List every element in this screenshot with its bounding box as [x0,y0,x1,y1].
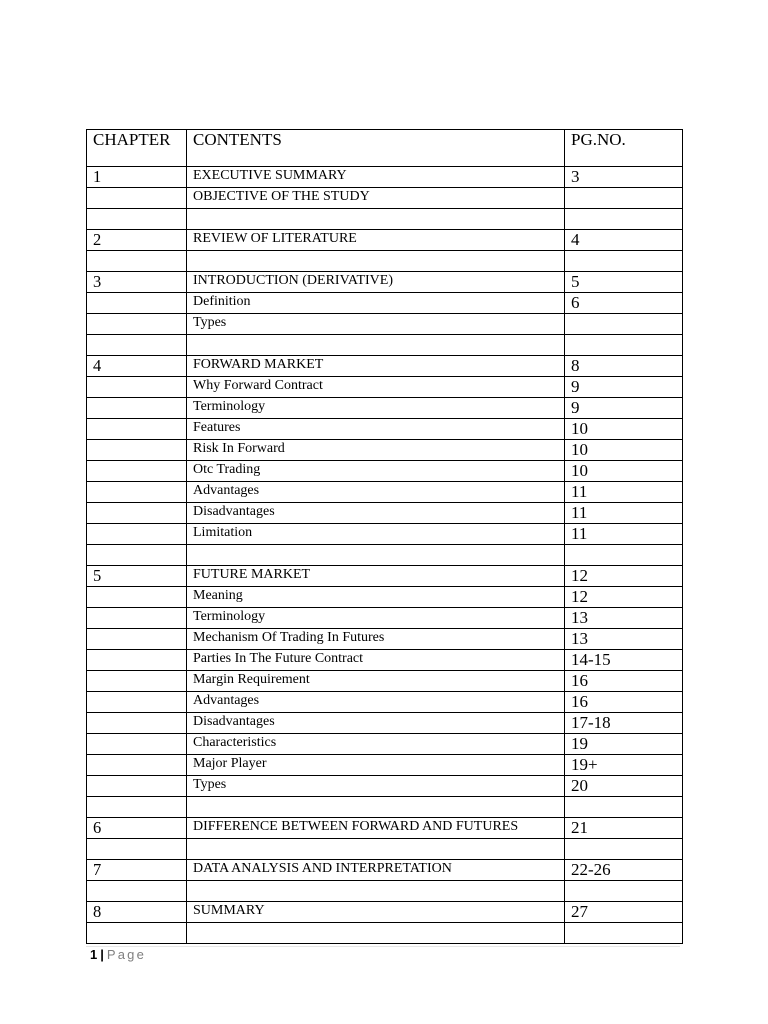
table-row [87,566,683,587]
table-row [87,755,683,776]
chapter-number-cell [87,734,187,755]
page-number-cell: 21 [565,818,683,839]
page-number-cell: 27 [565,902,683,923]
chapter-number-cell [87,188,187,209]
table-row [87,230,683,251]
chapter-number-cell [87,524,187,545]
chapter-number-cell: 7 [87,860,187,881]
chapter-number-cell [87,251,187,272]
chapter-number-cell [87,293,187,314]
table-row [87,860,683,881]
footer-divider [86,946,680,947]
contents-cell: DIFFERENCE BETWEEN FORWARD AND FUTURES [187,818,565,839]
contents-cell: Meaning [187,587,565,608]
table-spacer-row [87,839,683,860]
contents-cell: Advantages [187,482,565,503]
table-row [87,902,683,923]
contents-cell: Why Forward Contract [187,377,565,398]
contents-cell [187,839,565,860]
table-row [87,482,683,503]
page-number-cell [565,251,683,272]
page-number-cell: 12 [565,566,683,587]
contents-cell [187,881,565,902]
chapter-number-cell [87,545,187,566]
page-number-cell: 17-18 [565,713,683,734]
chapter-number-cell [87,503,187,524]
chapter-number-cell [87,797,187,818]
page-number-cell: 11 [565,482,683,503]
contents-cell: DATA ANALYSIS AND INTERPRETATION [187,860,565,881]
page-number-cell: 12 [565,587,683,608]
table-spacer-row [87,545,683,566]
table-row [87,398,683,419]
table-row [87,776,683,797]
chapter-number-cell [87,839,187,860]
contents-cell: Features [187,419,565,440]
chapter-number-cell: 4 [87,356,187,377]
contents-cell: Terminology [187,608,565,629]
table-row [87,272,683,293]
page-number-cell: 14-15 [565,650,683,671]
table-spacer-row [87,251,683,272]
chapter-number-cell [87,923,187,944]
footer-page-number: 1 [90,947,98,962]
contents-cell [187,923,565,944]
page-number-cell: 10 [565,461,683,482]
page-number-cell [565,314,683,335]
table-spacer-row [87,209,683,230]
table-of-contents [86,129,683,944]
page-number-cell: 10 [565,419,683,440]
page-number-cell [565,797,683,818]
page-number-cell: 4 [565,230,683,251]
chapter-number-cell: 1 [87,167,187,188]
table-header-row [87,130,683,167]
chapter-number-cell: 2 [87,230,187,251]
chapter-number-cell [87,692,187,713]
table-spacer-row [87,797,683,818]
contents-cell: Types [187,776,565,797]
contents-cell: FUTURE MARKET [187,566,565,587]
table-row [87,524,683,545]
table-row [87,650,683,671]
header-page-number: PG.NO. [565,130,683,167]
chapter-number-cell: 6 [87,818,187,839]
page-number-cell: 16 [565,692,683,713]
page-number-cell: 11 [565,524,683,545]
table-row [87,440,683,461]
page-number-cell: 8 [565,356,683,377]
table-row [87,587,683,608]
page-number-cell: 10 [565,440,683,461]
contents-cell: Definition [187,293,565,314]
footer-separator: | [100,947,104,962]
chapter-number-cell [87,377,187,398]
chapter-number-cell [87,314,187,335]
table-row [87,461,683,482]
table-spacer-row [87,923,683,944]
chapter-number-cell [87,209,187,230]
chapter-number-cell: 8 [87,902,187,923]
table-row [87,188,683,209]
contents-cell: Margin Requirement [187,671,565,692]
table-row [87,818,683,839]
page-number-cell: 19 [565,734,683,755]
chapter-number-cell [87,398,187,419]
chapter-number-cell [87,461,187,482]
page-number-cell: 9 [565,377,683,398]
chapter-number-cell [87,608,187,629]
contents-cell [187,251,565,272]
table-row [87,692,683,713]
table-row [87,167,683,188]
footer-page-label: Page [106,947,147,962]
contents-cell [187,797,565,818]
contents-cell: Major Player [187,755,565,776]
contents-cell: Mechanism Of Trading In Futures [187,629,565,650]
header-contents: CONTENTS [187,130,565,167]
contents-cell: Types [187,314,565,335]
chapter-number-cell: 3 [87,272,187,293]
table-row [87,629,683,650]
contents-cell: Parties In The Future Contract [187,650,565,671]
table-row [87,608,683,629]
table-row [87,356,683,377]
page-number-cell: 3 [565,167,683,188]
chapter-number-cell [87,755,187,776]
page-number-cell [565,545,683,566]
chapter-number-cell [87,650,187,671]
contents-cell: OBJECTIVE OF THE STUDY [187,188,565,209]
page-footer [90,947,146,963]
table-spacer-row [87,335,683,356]
chapter-number-cell [87,881,187,902]
contents-cell [187,209,565,230]
contents-cell: Terminology [187,398,565,419]
page-number-cell: 11 [565,503,683,524]
table-row [87,734,683,755]
page-number-cell: 9 [565,398,683,419]
contents-cell: EXECUTIVE SUMMARY [187,167,565,188]
table-row [87,377,683,398]
page-number-cell [565,923,683,944]
contents-cell: FORWARD MARKET [187,356,565,377]
header-chapter: CHAPTER [87,130,187,167]
contents-cell: Otc Trading [187,461,565,482]
table-row [87,713,683,734]
page-number-cell: 13 [565,608,683,629]
page-number-cell: 16 [565,671,683,692]
page-number-cell [565,839,683,860]
page-number-cell [565,335,683,356]
page-number-cell: 13 [565,629,683,650]
table-body [87,167,683,944]
table-row [87,419,683,440]
page-number-cell [565,188,683,209]
chapter-number-cell [87,419,187,440]
page-number-cell: 6 [565,293,683,314]
page-number-cell: 19+ [565,755,683,776]
page-number-cell [565,881,683,902]
table-row [87,314,683,335]
chapter-number-cell [87,587,187,608]
chapter-number-cell [87,629,187,650]
chapter-number-cell [87,335,187,356]
contents-cell: SUMMARY [187,902,565,923]
contents-cell: Limitation [187,524,565,545]
contents-cell: Advantages [187,692,565,713]
chapter-number-cell [87,671,187,692]
table-row [87,503,683,524]
contents-cell: Characteristics [187,734,565,755]
contents-cell: REVIEW OF LITERATURE [187,230,565,251]
contents-cell: Disadvantages [187,503,565,524]
contents-cell: INTRODUCTION (DERIVATIVE) [187,272,565,293]
chapter-number-cell [87,776,187,797]
table-row [87,293,683,314]
chapter-number-cell [87,713,187,734]
contents-cell: Disadvantages [187,713,565,734]
page-number-cell: 22-26 [565,860,683,881]
table-spacer-row [87,881,683,902]
page-number-cell [565,209,683,230]
contents-cell [187,335,565,356]
page-number-cell: 5 [565,272,683,293]
chapter-number-cell [87,482,187,503]
chapter-number-cell: 5 [87,566,187,587]
chapter-number-cell [87,440,187,461]
page-number-cell: 20 [565,776,683,797]
contents-cell: Risk In Forward [187,440,565,461]
table-row [87,671,683,692]
contents-cell [187,545,565,566]
